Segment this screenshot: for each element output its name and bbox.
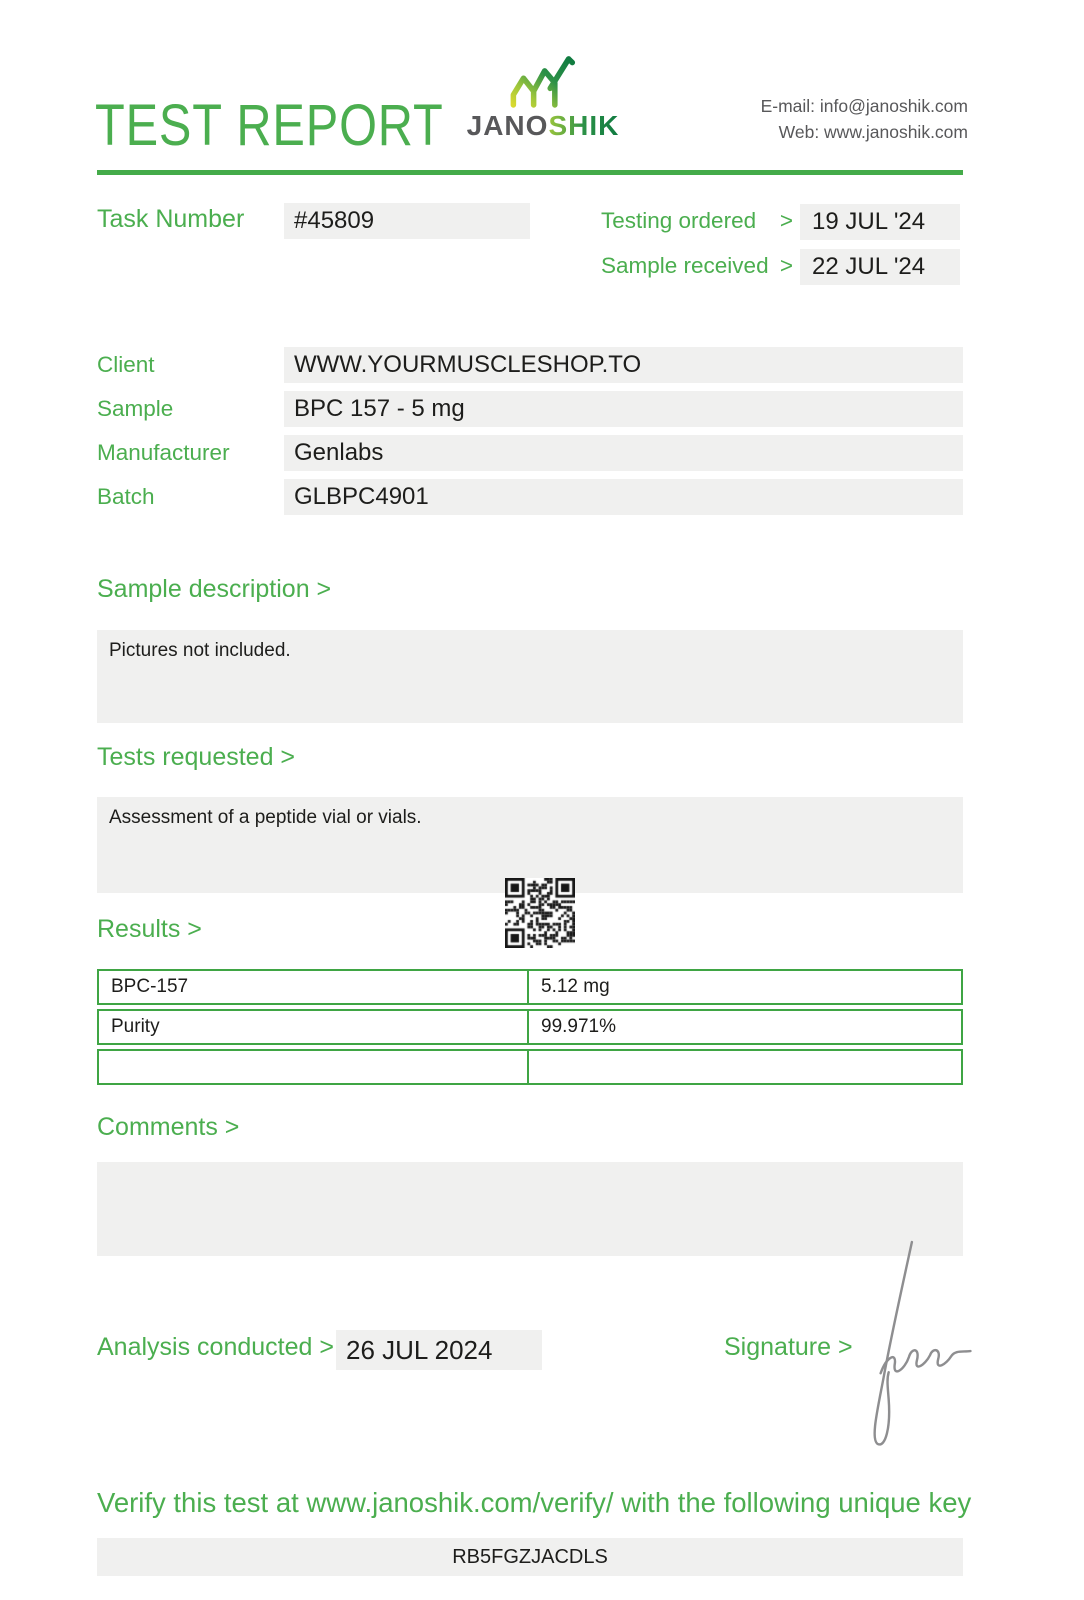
sample-received-label: Sample received > xyxy=(601,253,793,278)
wordmark-jano: JANO xyxy=(466,110,549,141)
chevron-right-icon: > xyxy=(779,208,793,233)
task-number-label: Task Number xyxy=(97,205,245,233)
table-row xyxy=(97,1009,963,1045)
manufacturer-label: Manufacturer xyxy=(97,440,230,465)
task-number-value: #45809 xyxy=(294,207,375,234)
result-name-cell: Purity xyxy=(97,1009,529,1045)
contact-web: Web: www.janoshik.com xyxy=(778,121,968,142)
batch-label: Batch xyxy=(97,484,155,509)
janoshik-chart-logo-icon xyxy=(506,50,576,117)
comments-heading: Comments > xyxy=(97,1113,240,1141)
sample-field xyxy=(284,391,963,427)
signature-label: Signature > xyxy=(724,1333,853,1361)
results-table xyxy=(97,969,963,1089)
analysis-conducted-label: Analysis conducted > xyxy=(97,1333,334,1361)
sample-received-value: 22 JUL '24 xyxy=(812,253,926,280)
tests-requested-box: Assessment of a peptide vial or vials. xyxy=(97,797,963,893)
chevron-right-icon: > xyxy=(779,253,793,278)
result-value-cell: 5.12 mg xyxy=(527,969,963,1005)
table-row xyxy=(97,1049,963,1085)
analysis-date-value: 26 JUL 2024 xyxy=(346,1334,493,1365)
analysis-date-field xyxy=(336,1330,542,1370)
header-divider xyxy=(97,170,963,175)
result-value-cell: 99.971% xyxy=(527,1009,963,1045)
unique-key-value: RB5FGZJACDLS xyxy=(452,1545,608,1568)
comments-box xyxy=(97,1162,963,1256)
page-title: TEST REPORT xyxy=(95,93,444,158)
batch-field xyxy=(284,479,963,515)
janoshik-wordmark xyxy=(450,110,636,142)
client-value: WWW.YOURMUSCLESHOP.TO xyxy=(294,351,642,378)
sample-received-field xyxy=(800,249,960,285)
client-label: Client xyxy=(97,352,155,377)
manufacturer-field xyxy=(284,435,963,471)
sample-description-heading: Sample description > xyxy=(97,575,332,603)
batch-value: GLBPC4901 xyxy=(294,483,429,510)
qr-code-icon xyxy=(505,878,575,948)
sample-description-box: Pictures not included. xyxy=(97,630,963,723)
table-row xyxy=(97,969,963,1005)
result-name-cell xyxy=(97,1049,529,1085)
signature-image xyxy=(848,1238,996,1455)
wordmark-shik: SHIK xyxy=(548,110,620,141)
manufacturer-value: Genlabs xyxy=(294,439,384,466)
unique-key-field xyxy=(97,1538,963,1576)
testing-ordered-value: 19 JUL '24 xyxy=(812,208,926,235)
sample-value: BPC 157 - 5 mg xyxy=(294,395,465,422)
testing-ordered-field xyxy=(800,204,960,240)
sample-label: Sample xyxy=(97,396,174,421)
client-field xyxy=(284,347,963,383)
verify-text: Verify this test at www.janoshik.com/verify/ with the following unique key xyxy=(97,1487,972,1518)
contact-block xyxy=(761,94,968,146)
results-heading: Results > xyxy=(97,915,202,943)
result-name-cell: BPC-157 xyxy=(97,969,529,1005)
tests-requested-heading: Tests requested > xyxy=(97,743,296,771)
task-number-field xyxy=(284,203,530,239)
contact-email: E-mail: info@janoshik.com xyxy=(760,96,968,116)
result-value-cell xyxy=(527,1049,963,1085)
testing-ordered-label: Testing ordered > xyxy=(601,208,793,233)
